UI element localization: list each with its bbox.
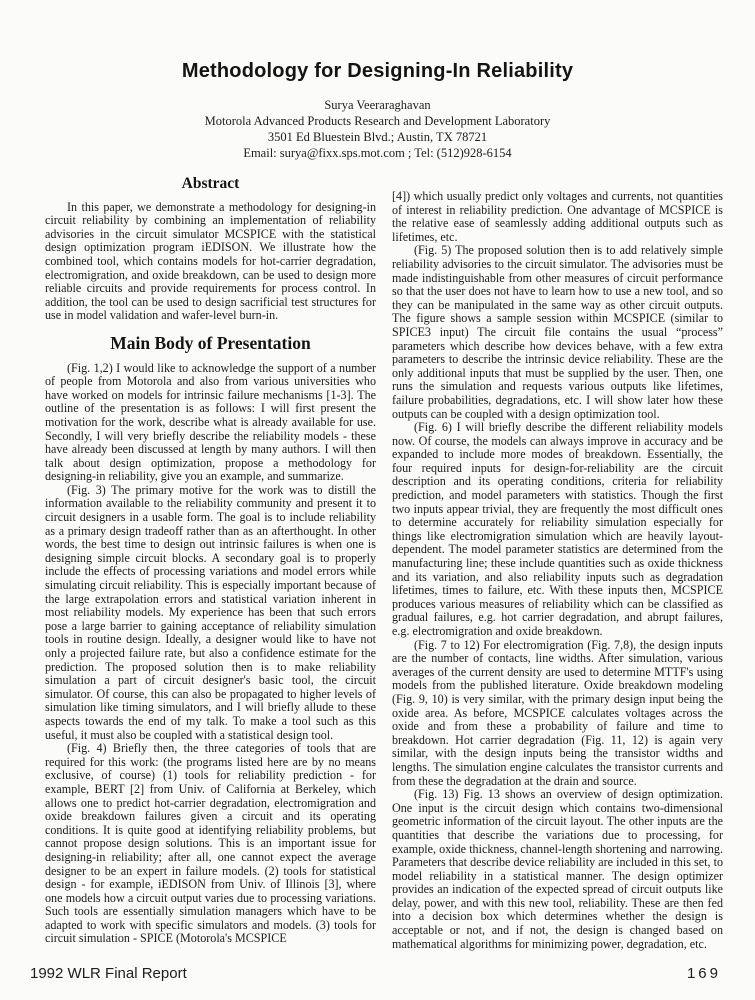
body-paragraph: (Fig. 5) The proposed solution then is to add relatively simple reliability advisories to the circuit simulator. The advisories must be made indistinguishable from other measures of circuit performance so that the user does not have to learn how to use a new tool, and so they can be manipulated in the same way as other circuit outputs. The figure shows a sample session within MCSPICE (similar to SPICE3 input) The circuit file contains the usual “process” parameters which describe how devices behave, with a few extra parameters to describe the intrinsic device reliability. These are the only additional inputs that must be supplied by the user. Then, one runs the simulation and requests various outputs like lifetimes, failure probabilities, degradations, etc. I will show later how these outputs can be coupled with a design optimization tool. — [392, 243, 723, 421]
author-contact: Email: surya@fixx.sps.mot.com ; Tel: (512)928-6154 — [243, 146, 512, 160]
body-paragraph: (Fig. 6) I will briefly describe the different reliability models now. Of course, the models can always improve in accuracy and be expanded to include more modes of breakdown. Essentially, the four required inputs for design-for-reliability are the circuit description and its operating conditions, criteria for reliability prediction, and model parameters with statistics. Though the first two inputs appear trivial, they are frequently the most difficult ones to determine accurately for reliability simulation especially for things like electromigration simulation which are heavily layout-dependent. The model parameter statistics are determined from the manufacturing line; these include quantities such as oxide thickness and its variation, and also reliability inputs such as degradation lifetimes, times to failure, etc. With these inputs then, MCSPICE produces various measures of reliability which can be classified as gradual failures, e.g. hot carrier degradation, and abrupt failures, e.g. electromigration and oxide breakdown. — [392, 420, 723, 638]
body-paragraph-continuation: [4]) which usually predict only voltages and currents, not quantities of interest in reliability prediction. One advantage of MCSPICE is the relative ease of seamlessly adding additional outputs such as lifetimes, etc. — [392, 189, 723, 244]
author-name: Surya Veeraraghavan — [324, 98, 431, 112]
main-body-heading: Main Body of Presentation — [110, 332, 311, 353]
author-affiliation: Motorola Advanced Products Research and Development Laboratory — [204, 114, 551, 128]
body-paragraph: (Fig. 1,2) I would like to acknowledge the support of a number of people from Motorola and also from various universities who have worked on models for intrinsic failure mechanisms [1-3]. The outline of the presentation is as follows: I will first present the motivation for the work, describe what is already available for use. Secondly, I will very briefly describe the reliability models - these have already been discussed at length by many authors. I will then talk about design optimization, propose a methodology for designing-in reliability, give you an example, and summarize. — [45, 360, 376, 484]
paper-header — [0, 0, 755, 161]
body-paragraph: (Fig. 13) Fig. 13 shows an overview of design optimization. One input is the circuit design which contains two-dimensional geometric information of the circuit layout. The other inputs are the quantities that describe the variations due to processing, for example, oxide thickness, channel-length shortening and narrowing. Parameters that describe device reliability are included in this set, to model reliability in a statistical manner. The design optimizer provides an indication of the expected spread of circuit outputs like delay, power, and with this new tool, reliability. These are then fed into a decision box which determines whether the design is acceptable or not, and if not, the design is changed based on mathematical algorithms for minimizing power, degradation, etc. — [392, 787, 723, 951]
page-footer — [0, 965, 755, 982]
two-column-body — [0, 177, 755, 951]
author-block — [0, 97, 755, 161]
paper-title: Methodology for Designing-In Reliability — [181, 60, 574, 82]
abstract-text: In this paper, we demonstrate a methodology for designing-in circuit reliability by combining an implementation of reliability advisories in the circuit simulator MCSPICE with the statistical design optimization program iEDISON. We illustrate how the combined tool, which contains models for hot-carrier degradation, electromigration, and oxide breakdown, can be used to design more reliable circuits and provide requirements for process control. In addition, the tool can be used to design sacrificial test structures for use in model validation and wafer-level burn-in. — [45, 199, 376, 323]
body-paragraph: (Fig. 4) Briefly then, the three categories of tools that are required for this work: (the programs listed here are by no means exclusive, of course) (1) tools for reliability prediction - for example, BERT [2] from Univ. of California at Berkeley, which allows one to predict hot-carrier degradation, electromigration and oxide breakdown failures given a circuit and its operating conditions. It is quite good at identifying reliability problems, but cannot propose design solutions. This is an important issue for designing-in reliability; after all, one cannot expect the average designer to be an expert in failure models. (2) tools for statistical design - for example, iEDISON from Univ. of Illinois [3], where one models how a circuit output varies due to processing variations. Such tools are essentially simulation managers which have to be adapted to work with specific simulators and models. (3) tools for circuit simulation - SPICE (Motorola's MCSPICE — [45, 741, 376, 946]
abstract-heading: Abstract — [181, 175, 240, 192]
body-paragraph: (Fig. 7 to 12) For electromigration (Fig. 7,8), the design inputs are the number of contacts, line widths. After simulation, various averages of the current density are used to determine MTTF's using models from the published literature. Oxide breakdown modeling (Fig. 9, 10) is very similar, with the primary design input being the oxide area. As before, MCSPICE calculates voltages across the oxide and from these a probability of failure and time to breakdown. Hot carrier degradation (Fig. 11, 12) is again very similar, with the design inputs being the transistor widths and lengths. The simulation engine calculates the transistor currents and from these the degradation at the drain and source. — [392, 637, 723, 788]
author-address: 3501 Ed Bluestein Blvd.; Austin, TX 78721 — [267, 130, 488, 144]
page-number: 169 — [686, 965, 721, 982]
body-paragraph: (Fig. 3) The primary motive for the work was to distill the information available to the reliability community and present it to circuit designers in a usable form. The goal is to include reliability as a primary design tradeoff rather than as an afterthought. In other words, the best time to design out intrinsic failures is when one is designing simple circuit blocks. A secondary goal is to properly include the effects of processing variations and model errors while simulating circuit reliability. This is especially important because of the large extrapolation errors and statistical variation inherent in most reliability models. My experience has been that such errors pose a large barrier to gaining acceptance of reliability simulation tools in routine design. Ideally, a designer would like to have not only a projected failure rate, but also a confidence estimate for the prediction. The proposed solution then is to make reliability simulation a part of circuit designer's basic tool, the circuit simulator. Of course, this can also be propagated to higher levels of simulation like timing simulators, and I will briefly allude to these aspects towards the end of my talk. To make a tool such as this useful, it must also be coupled with a statistical design tool. — [45, 482, 376, 742]
footer-report-title: 1992 WLR Final Report — [30, 965, 187, 982]
right-column — [392, 177, 723, 951]
left-column — [45, 177, 376, 951]
